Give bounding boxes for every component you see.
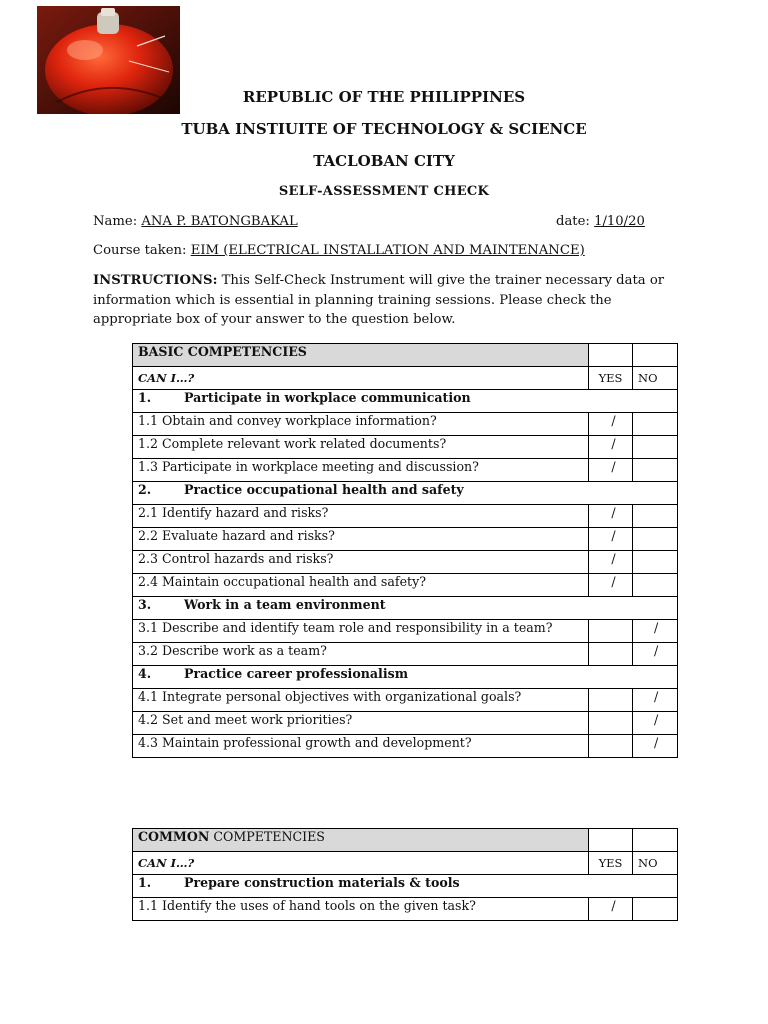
section-heading	[138, 482, 464, 497]
no-checkbox[interactable]	[633, 898, 678, 921]
competency-section-row	[133, 666, 678, 689]
question-row	[133, 528, 678, 551]
name-label: Name:	[93, 214, 138, 229]
section-heading-cell	[133, 482, 678, 505]
header-city: TACLOBAN CITY	[313, 152, 455, 170]
competency-section-row	[133, 390, 678, 413]
yes-check-mark: /	[611, 551, 616, 566]
no-checkbox[interactable]	[633, 689, 678, 712]
yes-checkbox[interactable]	[589, 735, 633, 758]
section-number: 4.	[138, 666, 152, 681]
question-cell	[133, 459, 589, 482]
section-heading	[138, 875, 460, 890]
section-number: 2.	[138, 482, 152, 497]
can-i-label: CAN I…?	[133, 852, 589, 875]
name-line	[93, 214, 298, 229]
question-row	[133, 413, 678, 436]
instructions	[93, 271, 683, 330]
table-title-cell: BASIC COMPETENCIES	[133, 344, 589, 367]
empty-cell	[589, 829, 633, 852]
section-heading-cell	[133, 875, 678, 898]
question-row	[133, 689, 678, 712]
no-checkbox[interactable]	[633, 643, 678, 666]
question-cell	[133, 689, 589, 712]
can-i-row	[133, 367, 678, 390]
question-cell	[133, 413, 589, 436]
question-text: 2.1 Identify hazard and risks?	[138, 505, 329, 520]
yes-check-mark: /	[611, 459, 616, 474]
date-value: 1/10/20	[594, 214, 645, 229]
question-row	[133, 574, 678, 597]
instructions-label: INSTRUCTIONS:	[93, 273, 218, 288]
no-column-header: NO	[633, 852, 678, 875]
yes-checkbox[interactable]	[589, 551, 633, 574]
question-cell	[133, 898, 589, 921]
name-value: ANA P. BATONGBAKAL	[141, 214, 298, 229]
question-row	[133, 459, 678, 482]
question-text: 1.3 Participate in workplace meeting and discussion?	[138, 459, 479, 474]
course-label: Course taken:	[93, 243, 187, 258]
section-heading-cell	[133, 597, 678, 620]
question-row	[133, 643, 678, 666]
no-checkbox[interactable]	[633, 551, 678, 574]
yes-checkbox[interactable]	[589, 528, 633, 551]
empty-cell	[589, 344, 633, 367]
yes-checkbox[interactable]	[589, 689, 633, 712]
yes-column-header: YES	[589, 852, 633, 875]
section-title: Participate in workplace communication	[184, 390, 471, 405]
yes-check-mark: /	[611, 413, 616, 428]
yes-checkbox[interactable]	[589, 574, 633, 597]
no-checkbox[interactable]	[633, 413, 678, 436]
question-text: 4.3 Maintain professional growth and development?	[138, 735, 472, 750]
no-checkbox[interactable]	[633, 574, 678, 597]
form-title: SELF-ASSESSMENT CHECK	[278, 184, 490, 199]
yes-checkbox[interactable]	[589, 459, 633, 482]
no-check-mark: /	[654, 712, 659, 727]
question-row	[133, 898, 678, 921]
question-text: 1.2 Complete relevant work related documents?	[138, 436, 447, 451]
question-text: 3.2 Describe work as a team?	[138, 643, 327, 658]
yes-checkbox[interactable]	[589, 712, 633, 735]
question-cell	[133, 528, 589, 551]
yes-check-mark: /	[611, 505, 616, 520]
question-cell	[133, 436, 589, 459]
table-header-row	[133, 829, 678, 852]
question-row	[133, 735, 678, 758]
header-country: REPUBLIC OF THE PHILIPPINES	[242, 88, 526, 106]
table-title-rest: COMPETENCIES	[209, 829, 325, 844]
no-checkbox[interactable]	[633, 459, 678, 482]
question-text: 2.4 Maintain occupational health and safety?	[138, 574, 426, 589]
question-text: 1.1 Obtain and convey workplace information?	[138, 413, 437, 428]
yes-check-mark: /	[611, 436, 616, 451]
date-line	[556, 214, 645, 229]
no-checkbox[interactable]	[633, 436, 678, 459]
section-heading	[138, 597, 386, 612]
question-text: 3.1 Describe and identify team role and responsibility in a team?	[138, 620, 553, 635]
basic-competencies-table	[132, 343, 678, 758]
no-check-mark: /	[654, 620, 659, 635]
section-heading	[138, 390, 471, 405]
yes-column-header: YES	[589, 367, 633, 390]
question-cell	[133, 712, 589, 735]
yes-checkbox[interactable]	[589, 643, 633, 666]
yes-checkbox[interactable]	[589, 436, 633, 459]
table-title-bold: COMMON	[138, 829, 210, 844]
course-value: EIM (ELECTRICAL INSTALLATION AND MAINTENANCE)	[190, 243, 585, 258]
no-check-mark: /	[654, 689, 659, 704]
no-check-mark: /	[654, 735, 659, 750]
section-number: 3.	[138, 597, 152, 612]
can-i-row	[133, 852, 678, 875]
table-header-row	[133, 344, 678, 367]
course-line	[93, 243, 585, 258]
no-checkbox[interactable]	[633, 735, 678, 758]
no-checkbox[interactable]	[633, 620, 678, 643]
no-checkbox[interactable]	[633, 505, 678, 528]
table-title	[138, 829, 325, 844]
question-text: 4.2 Set and meet work priorities?	[138, 712, 353, 727]
section-heading-cell	[133, 666, 678, 689]
question-row	[133, 505, 678, 528]
question-text: 4.1 Integrate personal objectives with organizational goals?	[138, 689, 522, 704]
section-title: Practice occupational health and safety	[184, 482, 464, 497]
question-row	[133, 620, 678, 643]
question-cell	[133, 505, 589, 528]
section-heading-cell	[133, 390, 678, 413]
question-cell	[133, 735, 589, 758]
yes-checkbox[interactable]	[589, 898, 633, 921]
can-i-label: CAN I…?	[133, 367, 589, 390]
competency-section-row	[133, 875, 678, 898]
date-label: date:	[556, 214, 590, 229]
empty-cell	[633, 344, 678, 367]
no-checkbox[interactable]	[633, 528, 678, 551]
no-check-mark: /	[654, 643, 659, 658]
yes-check-mark: /	[611, 898, 616, 913]
no-column-header: NO	[633, 367, 678, 390]
table-title-cell	[133, 829, 589, 852]
question-text: 1.1 Identify the uses of hand tools on the given task?	[138, 898, 476, 913]
question-cell	[133, 574, 589, 597]
section-heading	[138, 666, 408, 681]
question-text: 2.3 Control hazards and risks?	[138, 551, 334, 566]
competency-section-row	[133, 482, 678, 505]
question-cell	[133, 551, 589, 574]
question-text: 2.2 Evaluate hazard and risks?	[138, 528, 335, 543]
question-row	[133, 551, 678, 574]
section-number: 1.	[138, 390, 152, 405]
section-number: 1.	[138, 875, 152, 890]
question-row	[133, 712, 678, 735]
section-title: Work in a team environment	[184, 597, 386, 612]
yes-checkbox[interactable]	[589, 620, 633, 643]
competency-section-row	[133, 597, 678, 620]
question-row	[133, 436, 678, 459]
instructions-text: This Self-Check Instrument will give the trainer necessary data or information which is essential in planning training sessions. Please check the appropriate box of your answer to the question below.	[93, 273, 665, 327]
common-competencies-table	[132, 828, 678, 921]
section-title: Practice career professionalism	[184, 666, 409, 681]
no-checkbox[interactable]	[633, 712, 678, 735]
yes-check-mark: /	[611, 528, 616, 543]
yes-checkbox[interactable]	[589, 505, 633, 528]
empty-cell	[633, 829, 678, 852]
question-cell	[133, 620, 589, 643]
header-school: TUBA INSTIUITE OF TECHNOLOGY & SCIENCE	[181, 120, 587, 138]
question-cell	[133, 643, 589, 666]
yes-checkbox[interactable]	[589, 413, 633, 436]
section-title: Prepare construction materials & tools	[184, 875, 460, 890]
yes-check-mark: /	[611, 574, 616, 589]
